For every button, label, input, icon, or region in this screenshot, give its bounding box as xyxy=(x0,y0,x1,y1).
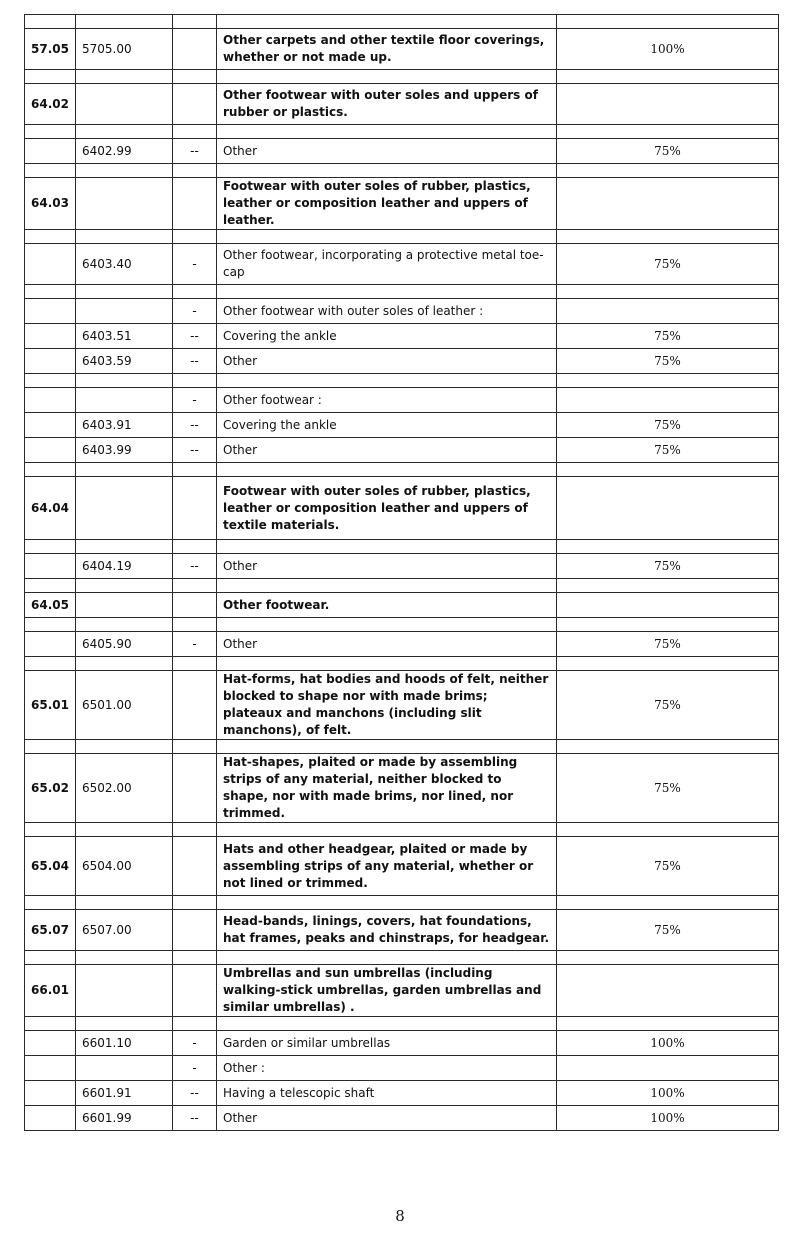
hs-code-cell xyxy=(76,230,173,244)
table-row xyxy=(25,299,779,324)
indent-dash-cell xyxy=(173,754,217,823)
heading-number-cell xyxy=(25,896,76,910)
hs-code-cell xyxy=(76,15,173,29)
table-row xyxy=(25,438,779,463)
table-row xyxy=(25,593,779,618)
heading-number-cell: 66.01 xyxy=(25,965,76,1017)
rate-cell: 100% xyxy=(557,1106,779,1131)
description-cell xyxy=(217,125,557,139)
spacer-row xyxy=(25,164,779,178)
hs-code-cell xyxy=(76,579,173,593)
rate-cell xyxy=(557,164,779,178)
hs-code-cell xyxy=(76,463,173,477)
description-cell xyxy=(217,579,557,593)
indent-dash-cell xyxy=(173,178,217,230)
table-row xyxy=(25,1056,779,1081)
table-row xyxy=(25,965,779,1017)
rate-cell xyxy=(557,823,779,837)
description-cell: Footwear with outer soles of rubber, plastics, leather or composition leather and uppers of leather. xyxy=(217,178,557,230)
hs-code-cell: 6403.59 xyxy=(76,349,173,374)
hs-code-cell xyxy=(76,540,173,554)
indent-dash-cell xyxy=(173,463,217,477)
rate-cell xyxy=(557,1056,779,1081)
spacer-row xyxy=(25,657,779,671)
heading-number-cell xyxy=(25,388,76,413)
rate-cell: 75% xyxy=(557,554,779,579)
description-cell: Other xyxy=(217,1106,557,1131)
rate-cell: 75% xyxy=(557,837,779,896)
hs-code-cell: 6403.40 xyxy=(76,244,173,285)
table-row xyxy=(25,388,779,413)
rate-cell: 75% xyxy=(557,244,779,285)
indent-dash-cell: - xyxy=(173,1031,217,1056)
table-row xyxy=(25,84,779,125)
description-cell: Other xyxy=(217,349,557,374)
indent-dash-cell xyxy=(173,951,217,965)
description-cell: Hat-shapes, plaited or made by assembling strips of any material, neither blocked to shape, nor with made brims, nor lined, nor trimmed. xyxy=(217,754,557,823)
description-cell xyxy=(217,70,557,84)
hs-code-cell xyxy=(76,965,173,1017)
description-cell xyxy=(217,164,557,178)
heading-number-cell xyxy=(25,1017,76,1031)
hs-code-cell: 6501.00 xyxy=(76,671,173,740)
description-cell: Other xyxy=(217,554,557,579)
indent-dash-cell xyxy=(173,837,217,896)
indent-dash-cell xyxy=(173,477,217,540)
table-row xyxy=(25,324,779,349)
heading-number-cell: 64.04 xyxy=(25,477,76,540)
heading-number-cell xyxy=(25,299,76,324)
heading-number-cell xyxy=(25,438,76,463)
rate-cell: 75% xyxy=(557,349,779,374)
indent-dash-cell: - xyxy=(173,388,217,413)
hs-code-cell xyxy=(76,896,173,910)
hs-code-cell: 6601.99 xyxy=(76,1106,173,1131)
hs-code-cell xyxy=(76,477,173,540)
spacer-row xyxy=(25,740,779,754)
hs-code-cell: 6502.00 xyxy=(76,754,173,823)
table-row xyxy=(25,1081,779,1106)
indent-dash-cell: - xyxy=(173,244,217,285)
heading-number-cell xyxy=(25,740,76,754)
description-cell: Garden or similar umbrellas xyxy=(217,1031,557,1056)
indent-dash-cell: -- xyxy=(173,438,217,463)
heading-number-cell xyxy=(25,1031,76,1056)
rate-cell: 75% xyxy=(557,413,779,438)
tariff-table xyxy=(24,14,779,1131)
hs-code-cell: 6507.00 xyxy=(76,910,173,951)
rate-cell xyxy=(557,477,779,540)
indent-dash-cell xyxy=(173,579,217,593)
description-cell xyxy=(217,951,557,965)
description-cell: Footwear with outer soles of rubber, plastics, leather or composition leather and uppers of textile materials. xyxy=(217,477,557,540)
heading-number-cell xyxy=(25,164,76,178)
spacer-row xyxy=(25,540,779,554)
spacer-row xyxy=(25,70,779,84)
hs-code-cell xyxy=(76,285,173,299)
heading-number-cell xyxy=(25,1081,76,1106)
description-cell xyxy=(217,823,557,837)
rate-cell xyxy=(557,1017,779,1031)
hs-code-cell: 6504.00 xyxy=(76,837,173,896)
indent-dash-cell xyxy=(173,29,217,70)
hs-code-cell xyxy=(76,740,173,754)
heading-number-cell: 64.03 xyxy=(25,178,76,230)
spacer-row xyxy=(25,230,779,244)
spacer-row xyxy=(25,579,779,593)
indent-dash-cell xyxy=(173,374,217,388)
description-cell: Covering the ankle xyxy=(217,413,557,438)
table-row xyxy=(25,754,779,823)
table-row xyxy=(25,477,779,540)
rate-cell: 100% xyxy=(557,1081,779,1106)
table-row xyxy=(25,632,779,657)
indent-dash-cell: -- xyxy=(173,349,217,374)
rate-cell xyxy=(557,618,779,632)
rate-cell xyxy=(557,230,779,244)
hs-code-cell: 6403.51 xyxy=(76,324,173,349)
hs-code-cell xyxy=(76,1056,173,1081)
heading-number-cell: 65.07 xyxy=(25,910,76,951)
rate-cell: 75% xyxy=(557,324,779,349)
indent-dash-cell xyxy=(173,910,217,951)
table-row xyxy=(25,1106,779,1131)
heading-number-cell xyxy=(25,285,76,299)
heading-number-cell xyxy=(25,463,76,477)
table-row xyxy=(25,837,779,896)
table-row xyxy=(25,178,779,230)
rate-cell xyxy=(557,374,779,388)
rate-cell xyxy=(557,84,779,125)
heading-number-cell xyxy=(25,632,76,657)
rate-cell xyxy=(557,285,779,299)
table-row xyxy=(25,139,779,164)
description-cell: Other footwear, incorporating a protective metal toe-cap xyxy=(217,244,557,285)
description-cell: Other xyxy=(217,438,557,463)
indent-dash-cell xyxy=(173,965,217,1017)
description-cell: Other footwear with outer soles of leather : xyxy=(217,299,557,324)
rate-cell xyxy=(557,125,779,139)
indent-dash-cell: -- xyxy=(173,324,217,349)
heading-number-cell xyxy=(25,618,76,632)
description-cell: Other : xyxy=(217,1056,557,1081)
heading-number-cell xyxy=(25,374,76,388)
spacer-row xyxy=(25,15,779,29)
description-cell xyxy=(217,15,557,29)
hs-code-cell xyxy=(76,823,173,837)
description-cell xyxy=(217,618,557,632)
table-row xyxy=(25,554,779,579)
rate-cell xyxy=(557,579,779,593)
heading-number-cell xyxy=(25,823,76,837)
rate-cell: 75% xyxy=(557,671,779,740)
description-cell: Other footwear. xyxy=(217,593,557,618)
description-cell xyxy=(217,374,557,388)
heading-number-cell: 65.01 xyxy=(25,671,76,740)
heading-number-cell xyxy=(25,951,76,965)
indent-dash-cell xyxy=(173,823,217,837)
heading-number-cell xyxy=(25,70,76,84)
heading-number-cell: 57.05 xyxy=(25,29,76,70)
rate-cell: 100% xyxy=(557,29,779,70)
indent-dash-cell xyxy=(173,125,217,139)
heading-number-cell xyxy=(25,540,76,554)
indent-dash-cell xyxy=(173,285,217,299)
indent-dash-cell: - xyxy=(173,632,217,657)
indent-dash-cell: -- xyxy=(173,413,217,438)
heading-number-cell xyxy=(25,413,76,438)
rate-cell xyxy=(557,540,779,554)
description-cell: Other xyxy=(217,139,557,164)
indent-dash-cell xyxy=(173,1017,217,1031)
spacer-row xyxy=(25,374,779,388)
rate-cell xyxy=(557,178,779,230)
table-row xyxy=(25,910,779,951)
description-cell: Having a telescopic shaft xyxy=(217,1081,557,1106)
description-cell xyxy=(217,740,557,754)
hs-code-cell xyxy=(76,84,173,125)
table-row xyxy=(25,29,779,70)
description-cell xyxy=(217,1017,557,1031)
rate-cell xyxy=(557,388,779,413)
table-row xyxy=(25,671,779,740)
indent-dash-cell xyxy=(173,230,217,244)
description-cell xyxy=(217,285,557,299)
rate-cell xyxy=(557,951,779,965)
indent-dash-cell: -- xyxy=(173,1106,217,1131)
hs-code-cell xyxy=(76,299,173,324)
hs-code-cell xyxy=(76,125,173,139)
rate-cell: 75% xyxy=(557,910,779,951)
heading-number-cell xyxy=(25,1056,76,1081)
hs-code-cell: 6601.10 xyxy=(76,1031,173,1056)
description-cell: Head-bands, linings, covers, hat foundations, hat frames, peaks and chinstraps, for headgear. xyxy=(217,910,557,951)
description-cell: Umbrellas and sun umbrellas (including walking-stick umbrellas, garden umbrellas and similar umbrellas) . xyxy=(217,965,557,1017)
page-number: 8 xyxy=(395,1207,405,1225)
rate-cell xyxy=(557,15,779,29)
hs-code-cell: 6405.90 xyxy=(76,632,173,657)
hs-code-cell xyxy=(76,374,173,388)
heading-number-cell xyxy=(25,579,76,593)
heading-number-cell xyxy=(25,15,76,29)
hs-code-cell xyxy=(76,657,173,671)
description-cell xyxy=(217,896,557,910)
hs-code-cell xyxy=(76,70,173,84)
hs-code-cell: 6601.91 xyxy=(76,1081,173,1106)
description-cell: Other footwear with outer soles and uppers of rubber or plastics. xyxy=(217,84,557,125)
description-cell: Other carpets and other textile floor coverings, whether or not made up. xyxy=(217,29,557,70)
hs-code-cell xyxy=(76,178,173,230)
hs-code-cell xyxy=(76,951,173,965)
hs-code-cell xyxy=(76,618,173,632)
description-cell: Covering the ankle xyxy=(217,324,557,349)
heading-number-cell xyxy=(25,657,76,671)
heading-number-cell xyxy=(25,230,76,244)
hs-code-cell: 6404.19 xyxy=(76,554,173,579)
heading-number-cell xyxy=(25,139,76,164)
rate-cell xyxy=(557,965,779,1017)
rate-cell: 75% xyxy=(557,438,779,463)
rate-cell xyxy=(557,740,779,754)
rate-cell: 75% xyxy=(557,139,779,164)
rate-cell xyxy=(557,70,779,84)
spacer-row xyxy=(25,1017,779,1031)
indent-dash-cell xyxy=(173,164,217,178)
rate-cell xyxy=(557,896,779,910)
table-row xyxy=(25,413,779,438)
description-cell: Hat-forms, hat bodies and hoods of felt, neither blocked to shape nor with made brims; plateaux and manchons (including slit manchons), of felt. xyxy=(217,671,557,740)
heading-number-cell: 65.04 xyxy=(25,837,76,896)
spacer-row xyxy=(25,125,779,139)
spacer-row xyxy=(25,951,779,965)
heading-number-cell: 65.02 xyxy=(25,754,76,823)
hs-code-cell: 6403.99 xyxy=(76,438,173,463)
indent-dash-cell xyxy=(173,593,217,618)
description-cell xyxy=(217,463,557,477)
indent-dash-cell: -- xyxy=(173,139,217,164)
indent-dash-cell: - xyxy=(173,299,217,324)
indent-dash-cell xyxy=(173,70,217,84)
rate-cell xyxy=(557,593,779,618)
indent-dash-cell xyxy=(173,671,217,740)
rate-cell: 75% xyxy=(557,632,779,657)
heading-number-cell xyxy=(25,244,76,285)
heading-number-cell xyxy=(25,125,76,139)
indent-dash-cell xyxy=(173,15,217,29)
heading-number-cell: 64.02 xyxy=(25,84,76,125)
description-cell xyxy=(217,540,557,554)
description-cell: Hats and other headgear, plaited or made by assembling strips of any material, whether or not lined or trimmed. xyxy=(217,837,557,896)
heading-number-cell xyxy=(25,324,76,349)
rate-cell: 100% xyxy=(557,1031,779,1056)
rate-cell xyxy=(557,463,779,477)
description-cell xyxy=(217,657,557,671)
indent-dash-cell xyxy=(173,896,217,910)
table-row xyxy=(25,349,779,374)
rate-cell xyxy=(557,657,779,671)
hs-code-cell: 6402.99 xyxy=(76,139,173,164)
indent-dash-cell xyxy=(173,618,217,632)
indent-dash-cell xyxy=(173,657,217,671)
table-row xyxy=(25,244,779,285)
spacer-row xyxy=(25,896,779,910)
indent-dash-cell: -- xyxy=(173,554,217,579)
heading-number-cell xyxy=(25,1106,76,1131)
spacer-row xyxy=(25,618,779,632)
indent-dash-cell xyxy=(173,740,217,754)
indent-dash-cell: - xyxy=(173,1056,217,1081)
heading-number-cell xyxy=(25,554,76,579)
description-cell: Other footwear : xyxy=(217,388,557,413)
indent-dash-cell: -- xyxy=(173,1081,217,1106)
spacer-row xyxy=(25,823,779,837)
indent-dash-cell xyxy=(173,84,217,125)
hs-code-cell xyxy=(76,593,173,618)
spacer-row xyxy=(25,285,779,299)
hs-code-cell xyxy=(76,164,173,178)
tariff-table-body xyxy=(25,15,779,1131)
rate-cell xyxy=(557,299,779,324)
hs-code-cell: 5705.00 xyxy=(76,29,173,70)
hs-code-cell xyxy=(76,1017,173,1031)
description-cell xyxy=(217,230,557,244)
hs-code-cell xyxy=(76,388,173,413)
table-row xyxy=(25,1031,779,1056)
hs-code-cell: 6403.91 xyxy=(76,413,173,438)
rate-cell: 75% xyxy=(557,754,779,823)
heading-number-cell xyxy=(25,349,76,374)
spacer-row xyxy=(25,463,779,477)
description-cell: Other xyxy=(217,632,557,657)
heading-number-cell: 64.05 xyxy=(25,593,76,618)
indent-dash-cell xyxy=(173,540,217,554)
